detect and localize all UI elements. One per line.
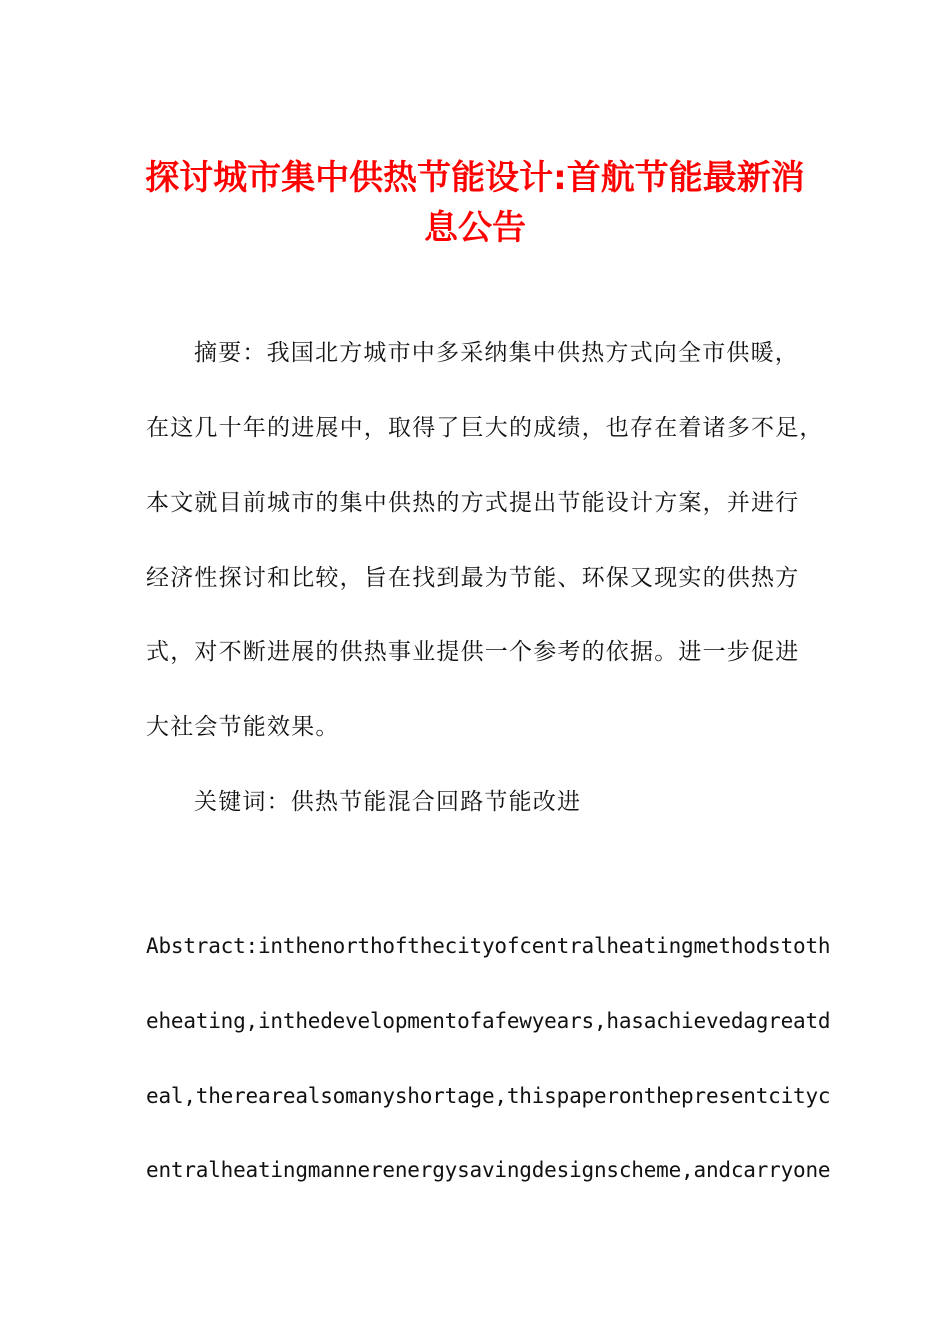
abstract-en-line: entralheatingmannerenergysavingdesignscheme,andcarryone <box>146 1158 831 1182</box>
document-title-line-2: 息公告 <box>424 208 526 248</box>
abstract-cn-line: 本文就目前城市的集中供热的方式提出节能设计方案，并进行 <box>146 490 800 516</box>
abstract-en-line: Abstract:inthenorthofthecityofcentralheatingmethodstoth <box>146 934 831 958</box>
abstract-en-line: eheating,inthedevelopmentofafewyears,hasachievedagreatd <box>146 1009 831 1033</box>
abstract-cn-line: 在这几十年的进展中，取得了巨大的成绩，也存在着诸多不足， <box>146 415 824 441</box>
document-title-line-1: 探讨城市集中供热节能设计:首航节能最新消 <box>145 158 805 198</box>
abstract-cn-line: 摘要：我国北方城市中多采纳集中供热方式向全市供暖， <box>194 340 799 366</box>
abstract-cn-line: 大社会节能效果。 <box>146 714 340 740</box>
abstract-cn-line: 经济性探讨和比较，旨在找到最为节能、环保又现实的供热方 <box>146 565 800 591</box>
keywords-cn: 关键词：供热节能混合回路节能改进 <box>194 789 582 815</box>
abstract-cn-line: 式，对不断进展的供热事业提供一个参考的依据。进一步促进 <box>146 639 800 665</box>
abstract-en-line: eal,therearealsomanyshortage,thispaperonthepresentcityc <box>146 1084 831 1108</box>
